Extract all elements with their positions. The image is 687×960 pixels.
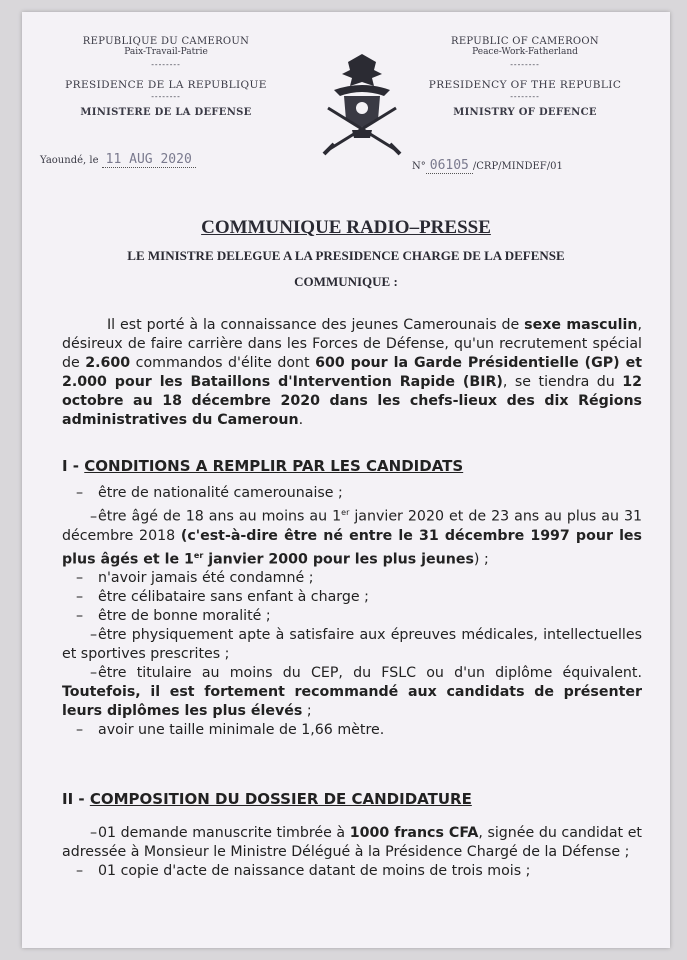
date-line (40, 152, 196, 167)
divider: -------- (151, 60, 181, 69)
section-2-list (62, 824, 642, 881)
subtitle-line-2: COMMUNIQUE : (294, 274, 398, 289)
reference-suffix: /CRP/MINDEF/01 (472, 161, 563, 172)
list-item: –01 demande manuscrite timbrée à 1000 francs CFA, signée du candidat et adressée à Monsieur le Ministre Délégué à la Présidence Chargé de la Défense ; (62, 825, 642, 860)
header-left (46, 36, 286, 118)
motto-fr: Paix-Travail-Patrie (124, 47, 208, 57)
ministry-fr: MINISTERE DE LA DEFENSE (80, 107, 252, 118)
section-1-list (62, 484, 642, 740)
section-1-heading: I - CONDITIONS A REMPLIR PAR LES CANDIDATS (62, 457, 464, 475)
ministry-en: MINISTRY OF DEFENCE (453, 107, 597, 118)
divider: -------- (510, 60, 540, 69)
reference-number: 06105 (426, 158, 473, 174)
divider: -------- (510, 92, 540, 101)
header-right (400, 36, 650, 118)
list-item: –être âgé de 18 ans au moins au 1er janvier 2020 et de 23 ans au plus au 31 décembre 2018 (c'est-à-dire être né entre le 31 décembre 1997 pour les plus âgés et le 1er janvier 2000 pour les plus jeunes) ; (62, 508, 642, 568)
list-item: –être titulaire au moins du CEP, du FSLC ou d'un diplôme équivalent. Toutefois, il est fortement recommandé aux candidats de présenter leurs diplômes les plus élevés ; (62, 665, 642, 720)
coat-of-arms-emblem (314, 50, 410, 160)
subtitle-line-1: LE MINISTRE DELEGUE A LA PRESIDENCE CHARGE DE LA DEFENSE (127, 248, 565, 263)
list-item: – être de bonne moralité ; (76, 608, 271, 625)
country-name-en: REPUBLIC OF CAMEROON (451, 36, 599, 47)
list-item: – être célibataire sans enfant à charge ; (76, 589, 369, 606)
date-stamp: 11 AUG 2020 (102, 152, 196, 168)
place-label: Yaoundé, le (40, 155, 99, 166)
list-item: – être de nationalité camerounaise ; (76, 485, 343, 501)
presidency-fr: PRESIDENCE DE LA REPUBLIQUE (65, 79, 267, 91)
intro-paragraph: Il est porté à la connaissance des jeunes Camerounais de sexe masculin, désireux de faire carrière dans les Forces de Défense, qu'un recrutement spécial de 2.600 commandos d'élite dont 600 pour la Garde Présidentielle (GP) et 2.000 pour les Bataillons d'Intervention Rapide (BIR), se tiendra du 12 octobre au 18 décembre 2020 dans les chefs-lieux des dix Régions administratives du Cameroun. (62, 317, 642, 428)
list-item: –être physiquement apte à satisfaire aux épreuves médicales, intellectuelles et sportives prescrites ; (62, 627, 642, 663)
presidency-en: PRESIDENCY OF THE REPUBLIC (428, 79, 622, 91)
reference-number-line (412, 158, 563, 173)
list-item: – avoir une taille minimale de 1,66 mètre. (76, 722, 385, 739)
motto-en: Peace-Work-Fatherland (472, 47, 578, 57)
document-title: COMMUNIQUE RADIO–PRESSE (201, 217, 491, 238)
country-name-fr: REPUBLIQUE DU CAMEROUN (82, 36, 250, 47)
list-item: – n'avoir jamais été condamné ; (76, 570, 314, 587)
number-label: N° (412, 161, 426, 172)
document-page (22, 12, 670, 948)
section-2-heading: II - COMPOSITION DU DOSSIER DE CANDIDATURE (62, 790, 472, 808)
divider: -------- (151, 92, 181, 101)
list-item: – 01 copie d'acte de naissance datant de moins de trois mois ; (76, 863, 531, 879)
